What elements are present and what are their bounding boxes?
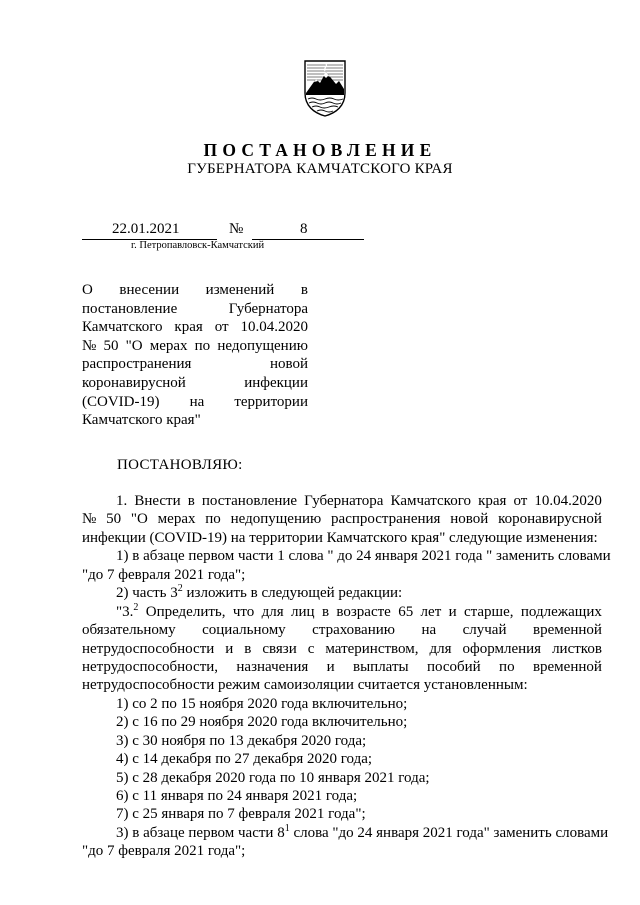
body-word: случай xyxy=(462,622,507,639)
subject-word: "О xyxy=(125,337,143,354)
period-item: 3) с 30 ноября по 13 декабря 2020 года; xyxy=(116,732,367,749)
body-word: с xyxy=(307,640,315,657)
document-title: ПОСТАНОВЛЕНИЕ xyxy=(203,140,437,160)
body-word: связи xyxy=(262,640,297,657)
body-word: старше, xyxy=(464,603,514,620)
body-word: № xyxy=(82,511,97,528)
number-sign: № xyxy=(229,221,244,237)
period-item: 4) с 14 декабря по 27 декабря 2020 года; xyxy=(116,751,373,768)
body-word: что xyxy=(232,603,255,620)
kamchatka-coat-of-arms-icon xyxy=(303,59,347,117)
body-word: "О xyxy=(130,511,148,528)
body-word: постановление xyxy=(201,493,298,509)
period-item: 5) с 28 декабря 2020 года по 10 января 2021 года; xyxy=(116,769,430,786)
subject-word: инфекции xyxy=(244,374,308,391)
new-part-number: "3.$^2$ xyxy=(116,601,139,620)
body-word: временной xyxy=(532,658,602,675)
subject-line xyxy=(82,393,308,412)
subject-word: коронавирусной xyxy=(82,374,186,391)
document-body xyxy=(82,492,611,861)
paragraph-1-line-2 xyxy=(82,510,602,528)
change-2-line: 2) часть $3^2$ изложить в следующей редакции: xyxy=(116,583,403,602)
period-item: 1) со 2 по 15 ноября 2020 года включительно; xyxy=(116,695,408,712)
subject-line xyxy=(82,318,308,337)
document-subject xyxy=(82,281,308,430)
body-word: 65 xyxy=(398,603,414,620)
subject-word: № xyxy=(82,337,97,354)
body-word: по xyxy=(205,511,221,528)
body-word: подлежащих xyxy=(520,603,602,620)
subject-line xyxy=(82,337,308,356)
body-word: страхованию xyxy=(312,622,395,639)
number-underline xyxy=(252,239,364,240)
subject-word: О xyxy=(82,282,93,298)
subject-word: территории xyxy=(234,393,308,410)
body-word: 50 xyxy=(106,511,122,528)
body-word: распространения xyxy=(331,511,441,528)
body-word: лиц xyxy=(291,603,315,620)
subject-word: Камчатского края" xyxy=(82,412,201,429)
new-part-line-2 xyxy=(82,621,602,639)
body-word: Определить, xyxy=(145,603,226,620)
subject-word: 50 xyxy=(103,337,119,354)
new-part-line-3 xyxy=(82,640,602,658)
body-word: по xyxy=(499,658,515,675)
body-word: нетрудоспособности, xyxy=(82,658,219,675)
subject-word: постановление xyxy=(82,300,178,317)
subject-line xyxy=(82,281,308,300)
body-word: и xyxy=(225,640,234,657)
body-word: от xyxy=(513,493,528,509)
subject-word: 10.04.2020 xyxy=(240,319,308,336)
document-date: 22.01.2021 xyxy=(112,221,180,237)
body-word: в xyxy=(244,640,252,657)
new-part-line-5: нетрудоспособности режим самоизоляции считается установленным: xyxy=(82,677,528,694)
body-word: коронавирусной xyxy=(498,511,602,528)
subject-line xyxy=(82,355,308,374)
subject-word: (COVID-19) xyxy=(82,393,160,410)
subject-word: распространения xyxy=(82,356,192,373)
subject-word: Губернатора xyxy=(228,300,308,317)
body-word: новой xyxy=(450,511,489,528)
body-word: и xyxy=(448,603,457,620)
period-item: 6) с 11 января по 24 января 2021 года; xyxy=(116,788,358,804)
body-word: временной xyxy=(532,622,602,639)
subject-word: от xyxy=(214,319,229,336)
body-word: оформления xyxy=(462,640,542,657)
body-word: мерах xyxy=(157,511,196,528)
change-3-line-1: 3) в абзаце первом части $8^1$ слова "до 24 января 2021 года" заменить словами xyxy=(116,822,609,841)
body-word: Губернатора xyxy=(304,493,384,509)
body-word: выплаты xyxy=(353,658,409,675)
document-issuer: ГУБЕРНАТОРА КАМЧАТСКОГО КРАЯ xyxy=(187,161,453,177)
body-word: Камчатского xyxy=(390,493,471,509)
body-word: на xyxy=(421,622,437,639)
paragraph-1-line-1 xyxy=(82,492,602,510)
period-item: 2) с 16 по 29 ноября 2020 года включительно; xyxy=(116,714,408,731)
body-word: назначения xyxy=(236,658,309,675)
body-word: края xyxy=(478,493,507,509)
document-number: 8 xyxy=(300,221,308,237)
body-word: для xyxy=(261,603,284,620)
subject-line xyxy=(82,374,308,393)
body-word: материнством, xyxy=(325,640,419,657)
change-1-line-2: "до 7 февраля 2021 года"; xyxy=(82,566,246,583)
body-word: недопущению xyxy=(230,511,322,528)
subject-word: недопущению xyxy=(217,337,308,354)
subject-word: новой xyxy=(269,356,308,373)
subject-word: мерах xyxy=(149,337,188,354)
subject-line xyxy=(82,300,308,319)
body-word: для xyxy=(429,640,452,657)
new-part-line-4 xyxy=(82,658,602,676)
paragraph-1-line-3: инфекции (COVID-19) на территории Камчатского края" следующие изменения: xyxy=(82,529,598,546)
subject-word: Камчатского xyxy=(82,319,163,336)
new-part-line-1 xyxy=(82,603,602,621)
subject-word: изменений xyxy=(205,282,275,298)
body-word: 10.04.2020 xyxy=(534,493,602,509)
body-word: в xyxy=(321,603,330,620)
body-word: листков xyxy=(552,640,602,657)
body-word: социальному xyxy=(202,622,286,639)
body-word: и xyxy=(326,658,335,675)
body-word: в xyxy=(187,493,195,509)
change-3-line-2: "до 7 февраля 2021 года"; xyxy=(82,843,246,860)
decree-word: ПОСТАНОВЛЯЮ: xyxy=(117,457,243,473)
subject-word: по xyxy=(194,337,211,354)
period-item: 7) с 25 января по 7 февраля 2021 года"; xyxy=(116,806,366,823)
subject-word: края xyxy=(174,319,203,336)
body-word: лет xyxy=(420,603,442,620)
body-word: обязательному xyxy=(82,622,176,639)
body-word: пособий xyxy=(426,658,481,675)
body-word: Внести xyxy=(134,493,181,509)
subject-word: в xyxy=(300,282,308,298)
body-word: возрасте xyxy=(336,603,391,620)
change-1-line-1: 1) в абзаце первом части 1 слова " до 24 января 2021 года " заменить словами xyxy=(116,548,611,565)
subject-line xyxy=(82,411,308,430)
subject-word: на xyxy=(189,393,205,410)
body-word: 1. xyxy=(116,493,128,509)
document-place: г. Петропавловск-Камчатский xyxy=(131,240,265,251)
subject-word: внесении xyxy=(119,282,180,298)
body-word: нетрудоспособности xyxy=(82,640,215,657)
